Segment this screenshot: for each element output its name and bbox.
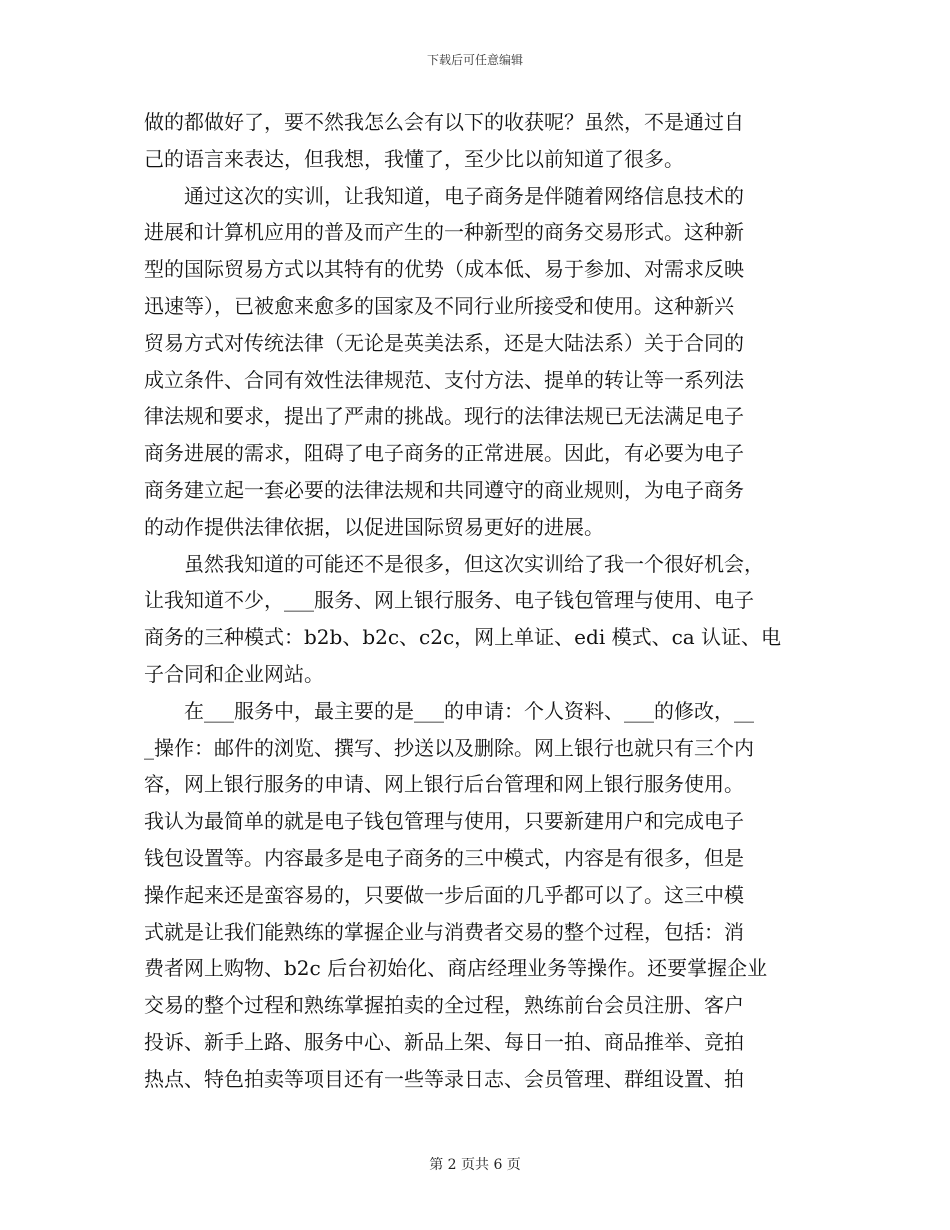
page-number: 第 2 页共 6 页: [429, 1157, 521, 1173]
text-line: 商务进展的需求，阻碍了电子商务的正常进展。因此，有必要为电子: [144, 441, 744, 466]
text-line: 交易的整个过程和熟练掌握拍卖的全过程，熟练前台会员注册、客户: [144, 993, 744, 1018]
text-line: 己的语言来表达，但我想，我懂了，至少比以前知道了很多。: [144, 146, 684, 171]
text-line: 成立条件、合同有效性法律规范、支付方法、提单的转让等一系列法: [144, 367, 744, 392]
text-line: 型的国际贸易方式以其特有的优势（成本低、易于参加、对需求反映: [144, 257, 744, 282]
text-line: 商务建立起一套必要的法律法规和共同遵守的商业规则，为电子商务: [144, 477, 744, 502]
text-line: 通过这次的实训，让我知道，电子商务是伴随着网络信息技术的: [144, 183, 744, 208]
text-line: 子合同和企业网站。: [144, 661, 324, 686]
text-line: 迅速等），已被愈来愈多的国家及不同行业所接受和使用。这种新兴: [144, 293, 734, 318]
text-line: 进展和计算机应用的普及而产生的一种新型的商务交易形式。这种新: [144, 220, 744, 245]
text-line: 虽然我知道的可能还不是很多，但这次实训给了我一个很好机会，: [144, 551, 764, 576]
text-line: 费者网上购物、b2c 后台初始化、商店经理业务等操作。还要掌握企业: [144, 956, 768, 981]
text-line: 让我知道不少，___服务、网上银行服务、电子钱包管理与使用、电子: [144, 588, 754, 613]
text-line: 我认为最简单的就是电子钱包管理与使用，只要新建用户和完成电子: [144, 809, 744, 834]
text-line: _操作：邮件的浏览、撰写、抄送以及删除。网上银行也就只有三个内: [144, 735, 754, 760]
text-line: 律法规和要求，提出了严肃的挑战。现行的法律法规已无法满足电子: [144, 404, 744, 429]
text-line: 式就是让我们能熟练的掌握企业与消费者交易的整个过程，包括：消: [144, 919, 744, 944]
text-line: 钱包设置等。内容最多是电子商务的三中模式，内容是有很多，但是: [144, 845, 744, 870]
text-line: 做的都做好了，要不然我怎么会有以下的收获呢？虽然，不是通过自: [144, 110, 744, 134]
page-header: 下载后可任意编辑: [426, 53, 523, 67]
text-line: 热点、特色拍卖等项目还有一些等录日志、会员管理、群组设置、拍: [144, 1066, 744, 1091]
body-text: [144, 104, 808, 1098]
text-line: 贸易方式对传统法律（无论是英美法系，还是大陆法系）关于合同的: [144, 330, 744, 355]
text-line: 投诉、新手上路、服务中心、新品上架、每日一拍、商品推举、竞拍: [144, 1029, 744, 1054]
text-line: 商务的三种模式：b2b、b2c、c2c，网上单证、edi 模式、ca 认证、电: [144, 625, 782, 650]
text-line: 在___服务中，最主要的是___的申请：个人资料、___的修改，__: [144, 698, 754, 723]
text-line: 的动作提供法律依据，以促进国际贸易更好的进展。: [144, 514, 604, 539]
text-line: 容，网上银行服务的申请、网上银行后台管理和网上银行服务使用。: [144, 772, 744, 797]
text-line: 操作起来还是蛮容易的，只要做一步后面的几乎都可以了。这三中模: [144, 882, 744, 907]
